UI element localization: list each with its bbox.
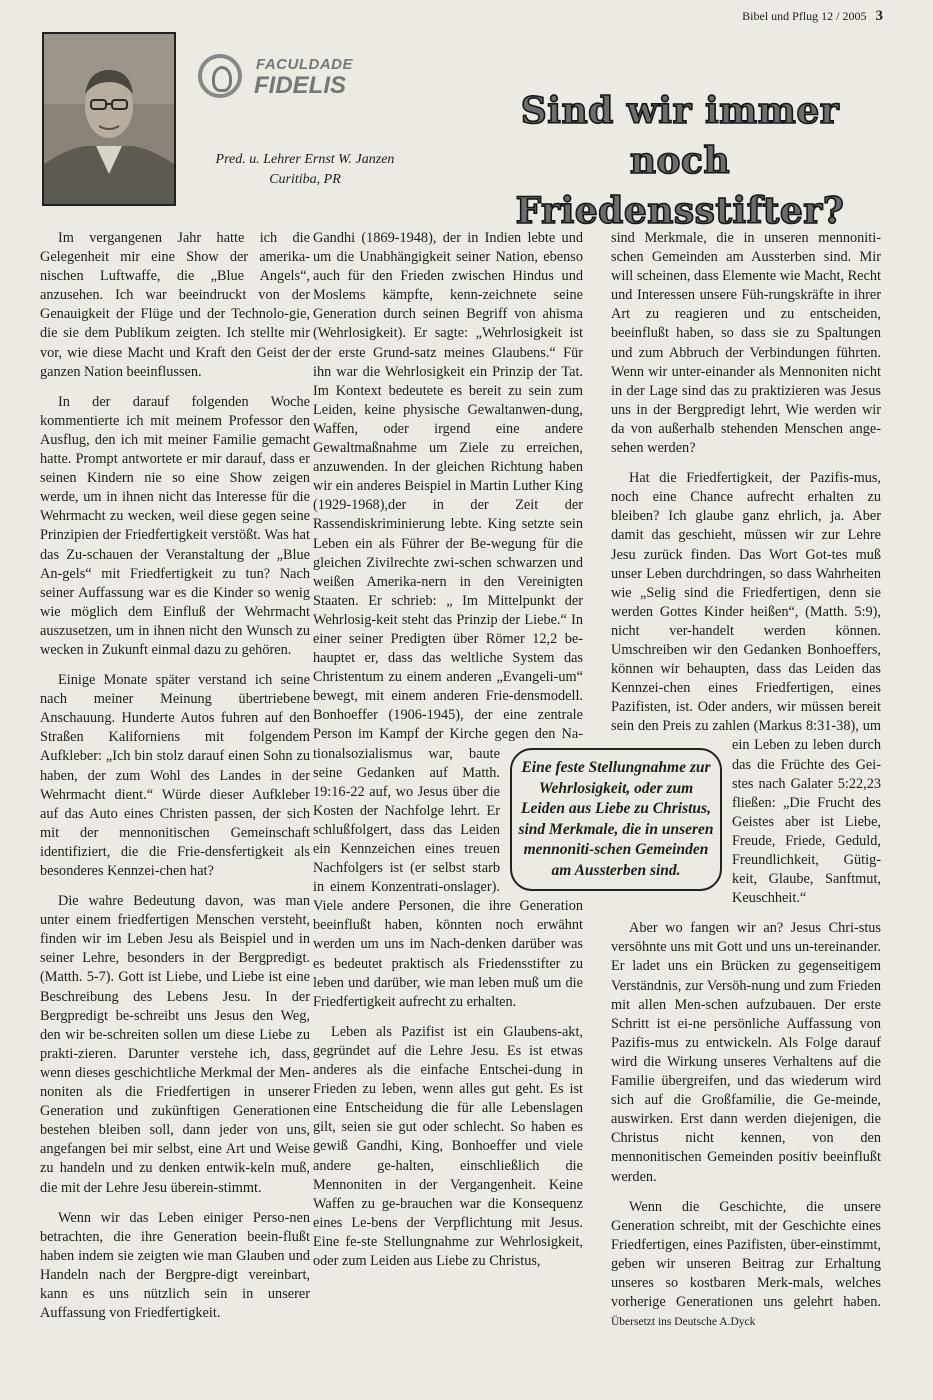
translation-credit: Übersetzt ins Deutsche A.Dyck <box>611 1316 756 1329</box>
logo-line-2: FIDELIS <box>254 72 347 99</box>
title-line-1: Sind wir immer noch <box>520 90 840 182</box>
publication-info: Bibel und Pflug 12 / 2005 <box>742 9 867 23</box>
paragraph-text: Wenn die Geschichte, die unsere Generation schreibt, mit der Geschichte eines Friedfertigen, eines Pazifisten, über-einstimmt, geben wir unseren Beitrag zur Erhaltung unseres so kostbaren Merk-mals, welches vorherige Generationen uns gelehrt haben. <box>611 1198 881 1311</box>
pull-quote: Eine feste Stellungnahme zur Wehrlosigkeit, oder zum Leiden aus Liebe zu Christus, sind Merkmale, die in unseren mennoniti-schen Gemeinden am Aussterben sind. <box>510 748 722 891</box>
page-number: 3 <box>875 8 883 24</box>
page-header <box>742 8 883 25</box>
logo-line-1: FACULDADE <box>256 56 353 73</box>
paragraph: In der darauf folgenden Woche kommentierte ich mit meinem Professor den Ausflug, den ich mit meiner Familie gemacht hatte. Prompt antwortete er mir darauf, dass er seinen Kindern nie so eine Show zeigen werde, um in ihnen nicht das Interesse für die Wehrmacht zu wecken, weil diese gegen seine Prinzipien der Friedfertigkeit verstößt. Was hat das Zu-schauen der Veranstaltung der „Blue An-gels“ mit Friedfertigkeit zu tun? Nach seiner Auffassung war es die Kinder so wenig wie möglich dem Einfluß der Wehrmacht auszusetzen, um in ihnen nicht den Wunsch zu wecken in Zukunft einmal dazu zu gehören. <box>40 393 310 658</box>
paragraph: Im vergangenen Jahr hatte ich die Gelegenheit mir eine Show der amerika-nischen Luftwaffe, die „Blue Angels“, anzusehen. Ich war beeindruckt von der Genauigkeit der Flüge und der Technolo-gie, die sie dem Publikum zeigten. Ich stellte mir vor, wie diese Macht und Kraft den Geist der ganzen Nation beeinflussen. <box>40 230 310 380</box>
author-name: Pred. u. Lehrer Ernst W. Janzen <box>215 152 395 167</box>
paragraph: Die wahre Bedeutung davon, was man unter einem friedfertigen Menschen versteht, finden wir im Leben Jesu als Beispiel und in seiner Lehre, besonders in der Bergpredigt. (Matth. 5-7). Gott ist Liebe, und Liebe ist eine Beschreibung des Lebens Jesu. In der Bergpredigt be-schreibt uns Jesus den Weg, den wir be-schreiten sollen um diese Liebe zu prakti-zieren. Darunter verstehe ich, dass, wenn dieses geschichtliche Merkmal der Men-noniten als die Friedfertigen in unserer Generation und zukünftigen Generationen bestehen bleiben soll, dann jeder von uns, angefangen bei mir selbst, eine Art und Weise zu handeln und zu denken entwik-keln muß, die mit der Lehre Jesu überein-stimmt. <box>40 893 310 1196</box>
author-location: Curitiba, PR <box>269 172 341 187</box>
paragraph <box>611 1198 881 1333</box>
paragraph: Leben als Pazifist ist ein Glaubens-akt, gegründet auf die Lehre Jesu. Es ist etwas anderes als die einfache Entschei-dung in Frieden zu leben, wenn alles gut geht. Es ist eine Entscheidung die für alle Lebenslagen gilt, seien sie gut oder schlecht. So haben es gewiß Gandhi, King, Bonhoeffer und viele andere ge-halten, einschließlich die Mennoniten in der Vergangenheit. Keine Waffen zu ge-brauchen war die Konsequenz eines Le-bens der Verpflichtung mit Jesus. Eine fe-ste Stellungnahme zur Wehrlosigkeit, oder zum Leiden aus Liebe zu Christus, <box>313 1023 583 1269</box>
paragraph: Gandhi (1869-1948), der in Indien lebte und um die Unabhängigkeit seiner Nation, ebenso auch für den Frieden zwischen Hindus und Moslems kämpfte, kenn-zeichnete seine Generation durch seinen Begriff von ahisma (Wehrlosigkeit). Er sagte: „Wehrlosigkeit ist der erste Grund-satz meines Glaubens.“ Für ihn war die Wehrlosigkeit ein Prinzip der Tat. Im Kontext bedeutete es bereit zu sein zum Leiden, keine physische Gewaltanwen-dung, Waffen, oder irgend eine andere Gewaltmaßnahme um Ziele zu erreichen, anzuwenden. In der gleichen Richtung haben wir ein anderes Beispiel in Martin Luther King (1929-1968),der in der Zeit der Rassendiskriminierung lebte. King setzte sein Leben ein als Führer der Be-wegung für die gleichen Zivilrechte zwi-schen schwarzen und weißen Amerika-nern in den Vereinigten Staaten. Er schrieb: „ Im Mittelpunkt der Wehrlosig-keit steht das Prinzip der Liebe.“ In einer seiner Predigten über Römer 12,2 be-hauptet er, dass das weltliche System das Christentum zu einem anderen „Evangeli-um“ bewegt, mit einem anderen Frie-densmodell. Bonhoeffer (1906-1945), der eine zentrale Person im Kampf der Kirche gegen den Na-tionalsozialismus war, baute seine Gedanken auf Matth. 19:16-22 auf, wo Jesus über die Kosten der Nachfolge lehrt. Er schlußfolgert, dass das Leiden ein Kennzeichen eines treuen Nachfolgers ist (er selbst starb in einem Konzentrati-onslager). Viele andere Personen, die ihre Generation beeinflußt haben, könnten noch erwähnt werden um uns im Nach-denken darüber was es bedeutet praktisch als Friedensstifter zu leben und darüber, wie man leben muß um die Friedfertigkeit aufrecht zu erhalten. <box>313 230 583 1010</box>
paragraph: Hat die Friedfertigkeit, der Pazifis-mus, noch eine Chance aufrecht erhalten zu bleiben? Ich glaube ganz ehrlich, ja. Aber damit das geschieht, müssen wir zur Lehre Jesu zurück finden. Das Wort Got-tes muß unser Leben durchdringen, so dass Wahrheiten wie „Selig sind die Friedfertigen, denn sie werden Gottes Kinder heißen“, (Matth. 5:9), nicht ver-handelt werden können. Umschreiben wir den Gedanken Bonhoeffers, können wir behaupten, dass das Leiden das Kennzei-chen eines Friedfertigen, eines Pazifisten, ist. Oder anders, wir müssen bereit sein den Preis zu zahlen (Markus 8:31-38), um ein Leben zu leben durch das die Früchte des Gei-stes nach Galater 5:22,23 fließen: „Die Frucht des Geistes aber ist Liebe, Freude, Friede, Geduld, Freundlichkeit, Gütig-keit, Glaube, Sanftmut, Keuschheit.“ <box>611 470 881 907</box>
article-title <box>480 86 880 236</box>
faculdade-fidelis-logo <box>198 48 378 108</box>
paragraph: Aber wo fangen wir an? Jesus Chri-stus versöhnte uns mit Gott und uns un-tereinander. Er ladet uns ein Brücken zu gegenseitigem Verständnis, zur Versöh-nung und zum Frieden mit allen Men-schen aufzubauen. Der erste Schritt ist ei-ne persönliche Auffassung von Pazifis-mus zu entwickeln. Als Folge darauf wird die Wirkung unseres Verhaltens auf die Familie übergreifen, und das wiederum wird sich auf die Großfamilie, die Ge-meinde, auswirken. Erst dann werden diejenigen, die Christus nicht kennen, von den mennonitischen Gemeinden positiv beeinflußt werden. <box>611 920 881 1185</box>
logo-emblem-icon <box>198 54 242 98</box>
paragraph: Wenn wir das Leben einiger Perso-nen betrachten, die ihre Generation beein-flußt haben indem sie zeigten wie man Glauben und Handeln nach der Bergpre-digt vereinbart, kann es uns nützlich sein in unserer Auffassung von Friedfertigkeit. <box>40 1209 310 1322</box>
author-byline <box>170 150 440 190</box>
column-1 <box>40 229 310 1334</box>
paragraph: Einige Monate später verstand ich seine nach meiner Meinung übertriebene Anschauung. Hunderte Autos fuhren auf den Straßen Kaliforniens mit folgendem Aufkleber: „Ich bin stolz darauf einen Sohn zu haben, der zum Wohl des Landes in der Wehrmacht dient.“ Würde dieser Aufkleber auf das Auto eines Christen passen, der sich mit der mennonitischen Gemeinschaft identifiziert, die die Frie-densfertigkeit als besonderes Kennzei-chen hat? <box>40 672 310 879</box>
paragraph: sind Merkmale, die in unseren mennoniti-schen Gemeinden am Aussterben sind. Mir will scheinen, dass Elemente wie Macht, Recht und Interessen unsere Füh-rungskräfte in ihrer Art zu reagieren und zu entscheiden, beeinflußt haben, so dass sie zu Spaltungen und zum Abbruch der Verbindungen führten. Wenn wir unter-einander als Mennoniten nicht in der Lage sind das zu praktizieren was Jesus uns in der Bergpredigt lehrt, Wie werden wir da von außerhalb stehenden Menschen ange-sehen werden? <box>611 230 881 457</box>
author-photo <box>42 32 176 206</box>
title-line-2: Friedensstifter? <box>515 190 845 232</box>
